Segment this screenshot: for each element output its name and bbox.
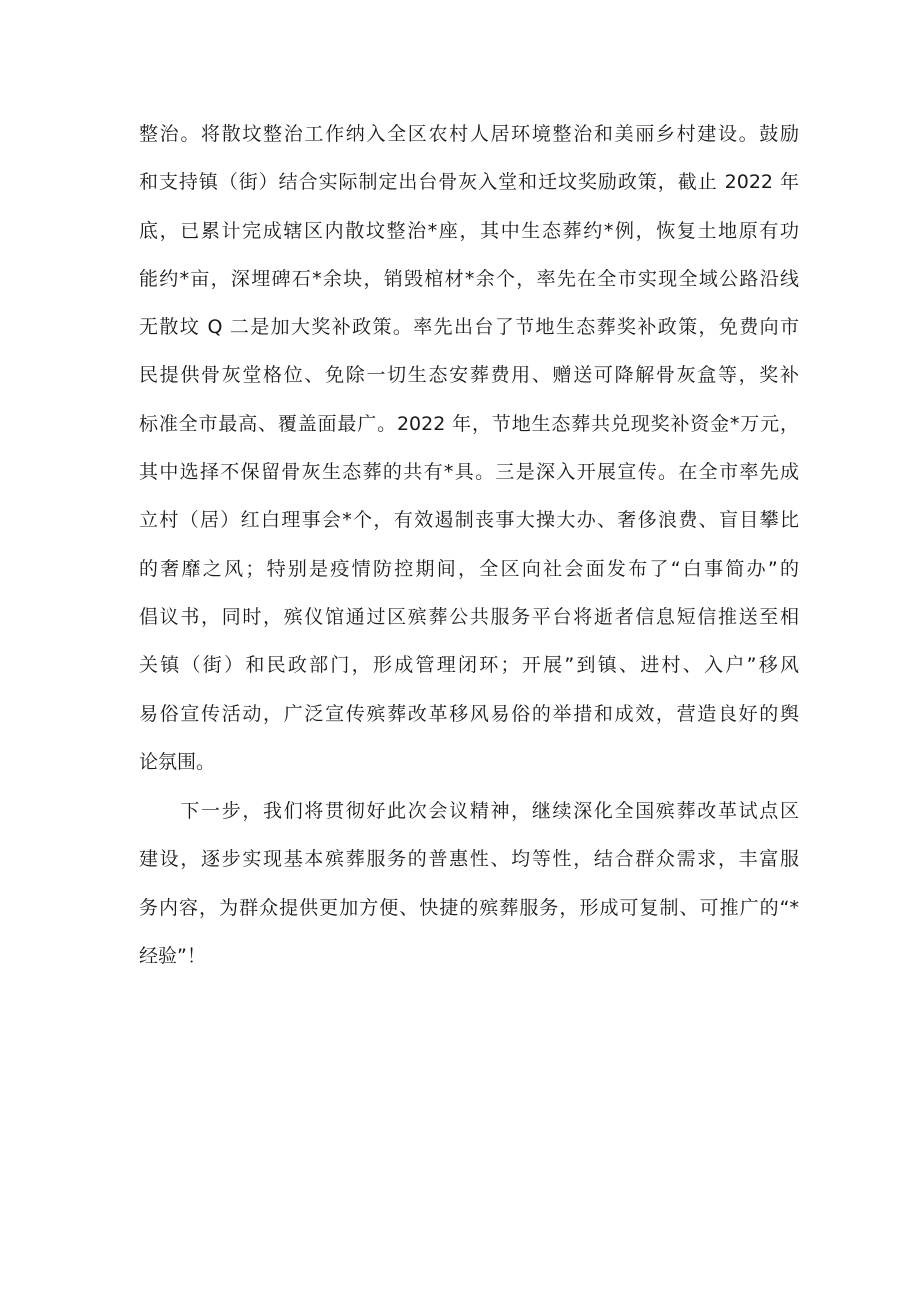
text-line: 底，已累计完成辖区内散坟整治*座，其中生态葬约*例，恢复土地原有功 <box>139 219 799 242</box>
text-line: 立村（居）红白理事会*个，有效遏制丧事大操大办、奢侈浪费、盲目攀比 <box>139 509 799 532</box>
text-line: 下一步，我们将贯彻好此次会议精神，继续深化全国殡葬改革试点区 <box>139 800 799 822</box>
text-line: 建设，逐步实现基本殡葬服务的普惠性、均等性，结合群众需求，丰富服 <box>139 848 799 871</box>
text-line: 论氛围。 <box>139 750 216 773</box>
text-line: 倡议书，同时，殡仪馆通过区殡葬公共服务平台将逝者信息短信推送至相 <box>139 605 799 628</box>
text-line: 关镇（街）和民政部门，形成管理闭环；开展”到镇、进村、入户”移风 <box>139 654 799 677</box>
text-line: 能约*亩，深埋碑石*余块，销毁棺材*余个，率先在全市实现全域公路沿线 <box>139 267 799 290</box>
text-line: 整治。将散坟整治工作纳入全区农村人居环境整治和美丽乡村建设。鼓励 <box>139 123 799 145</box>
body-paragraph <box>139 787 799 980</box>
text-line: 的奢靡之风；特别是疫情防控期间，全区向社会面发布了“白事简办”的 <box>139 557 799 580</box>
text-line: 经验”！ <box>139 944 206 967</box>
text-line: 民提供骨灰堂格位、免除一切生态安葬费用、赠送可降解骨灰盒等，奖补 <box>139 364 799 387</box>
text-line: 标准全市最高、覆盖面最广。2022 年，节地生态葬共兑现奖补资金*万元， <box>139 412 799 435</box>
text-line: 易俗宣传活动，广泛宣传殡葬改革移风易俗的举措和成效，营造良好的舆 <box>139 702 799 725</box>
text-line: 务内容，为群众提供更加方便、快捷的殡葬服务，形成可复制、可推广的“* <box>139 896 799 919</box>
body-paragraph <box>139 110 799 786</box>
text-line: 其中选择不保留骨灰生态葬的共有*具。三是深入开展宣传。在全市率先成 <box>139 461 799 484</box>
text-line: 和支持镇（街）结合实际制定出台骨灰入堂和迁坟奖励政策，截止 2022 年 <box>139 171 799 194</box>
text-line: 无散坟 Q 二是加大奖补政策。率先出台了节地生态葬奖补政策，免费向市 <box>139 316 799 339</box>
